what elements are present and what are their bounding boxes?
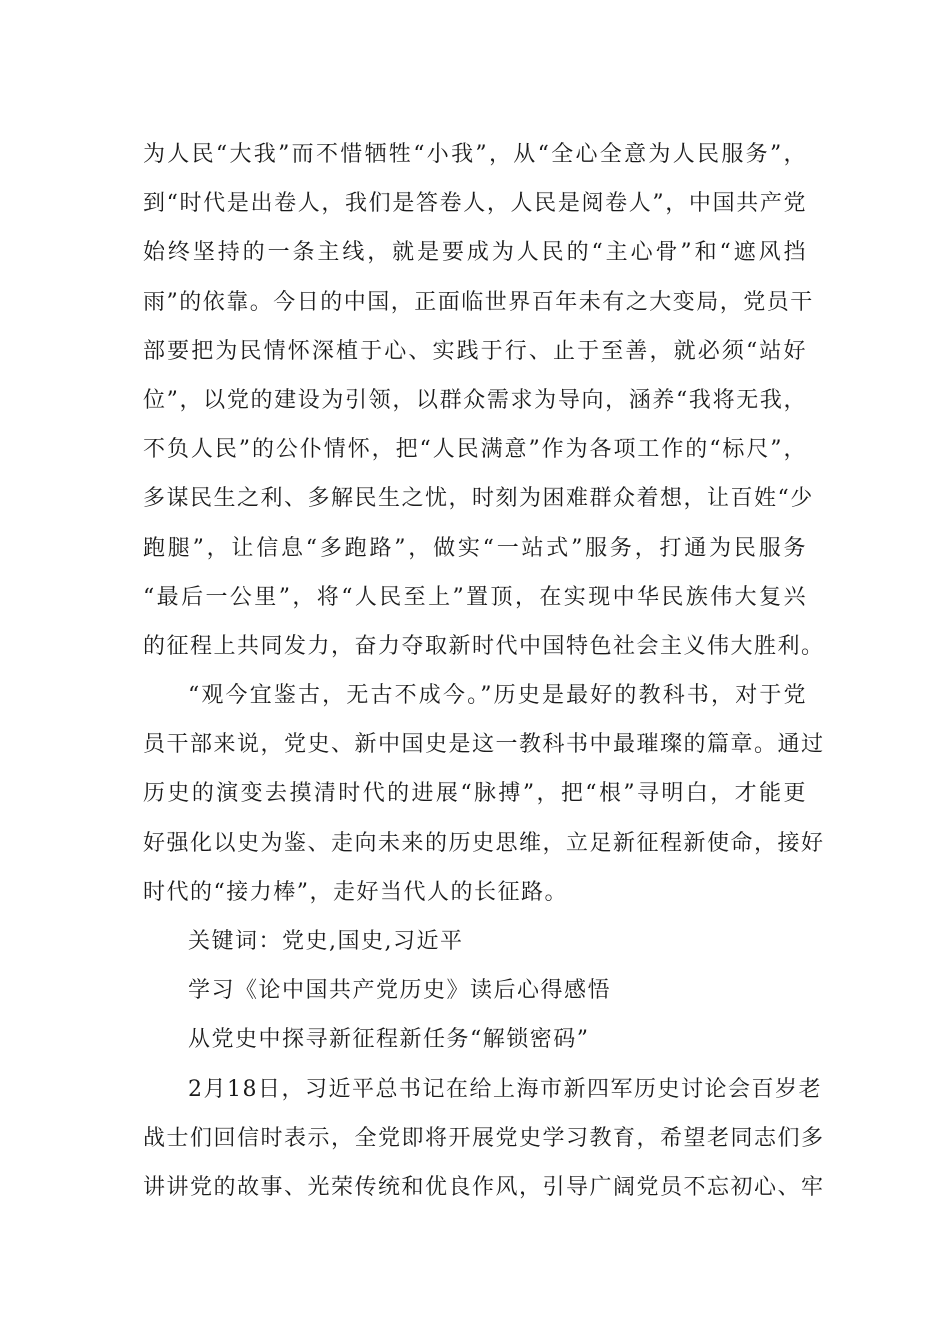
- text-line: 2月18日，习近平总书记在给上海市新四军历史讨论会百岁老: [188, 1076, 822, 1102]
- document-body: [143, 130, 825, 1212]
- text-line: 多谋民生之利、多解民生之忧，时刻为困难群众着想，让百姓“少: [143, 486, 814, 512]
- text-line: 位”，以党的建设为引领，以群众需求为导向，涵养“我将无我，: [143, 387, 807, 413]
- text-line: 时代的“接力棒”，走好当代人的长征路。: [143, 879, 568, 905]
- text-line: 好强化以史为鉴、走向未来的历史思维，立足新征程新使命，接好: [143, 830, 825, 856]
- article-title: 学习《论中国共产党历史》读后心得感悟: [188, 978, 612, 1004]
- text-line: 部要把为民情怀深植于心、实践于行、止于至善，就必须“站好: [143, 338, 807, 364]
- text-line: 始终坚持的一条主线，就是要成为人民的“主心骨”和“遮风挡: [143, 240, 807, 266]
- text-line: 不负人民”的公仆情怀，把“人民满意”作为各项工作的“标尺”，: [143, 437, 807, 463]
- text-line: 为人民“大我”而不惜牺牲“小我”，从“全心全意为人民服务”，: [143, 142, 807, 167]
- paragraph-2: [143, 671, 825, 917]
- text-line: 讲讲党的故事、光荣传统和优良作风，引导广阔党员不忘初心、牢: [143, 1174, 825, 1200]
- text-line: 跑腿”，让信息“多跑路”，做实“一站式”服务，打通为民服务: [143, 535, 807, 561]
- text-line: “观今宜鉴古，无古不成今。”历史是最好的教科书，对于党: [188, 683, 807, 709]
- text-line: 的征程上共同发力，奋力夺取新时代中国特色社会主义伟大胜利。: [143, 633, 825, 659]
- text-line: 到“时代是出卷人，我们是答卷人，人民是阅卷人”，中国共产党: [143, 191, 807, 217]
- text-line: 历史的演变去摸清时代的进展“脉搏”，把“根”寻明白，才能更: [143, 781, 807, 807]
- text-line: 战士们回信时表示，全党即将开展党史学习教育，希望老同志们多: [143, 1125, 825, 1151]
- article-subtitle: 从党史中探寻新征程新任务“解锁密码”: [188, 1027, 590, 1053]
- text-line: 员干部来说，党史、新中国史是这一教科书中最璀璨的篇章。通过: [143, 732, 825, 758]
- keywords-line: 关键词：党史,国史,习近平: [188, 929, 464, 954]
- paragraph-3: [143, 1065, 825, 1213]
- text-line: “最后一公里”，将“人民至上”置顶，在实现中华民族伟大复兴: [143, 584, 807, 610]
- text-line: 雨”的依靠。今日的中国，正面临世界百年未有之大变局，党员干: [143, 289, 814, 315]
- paragraph-1: [143, 130, 825, 671]
